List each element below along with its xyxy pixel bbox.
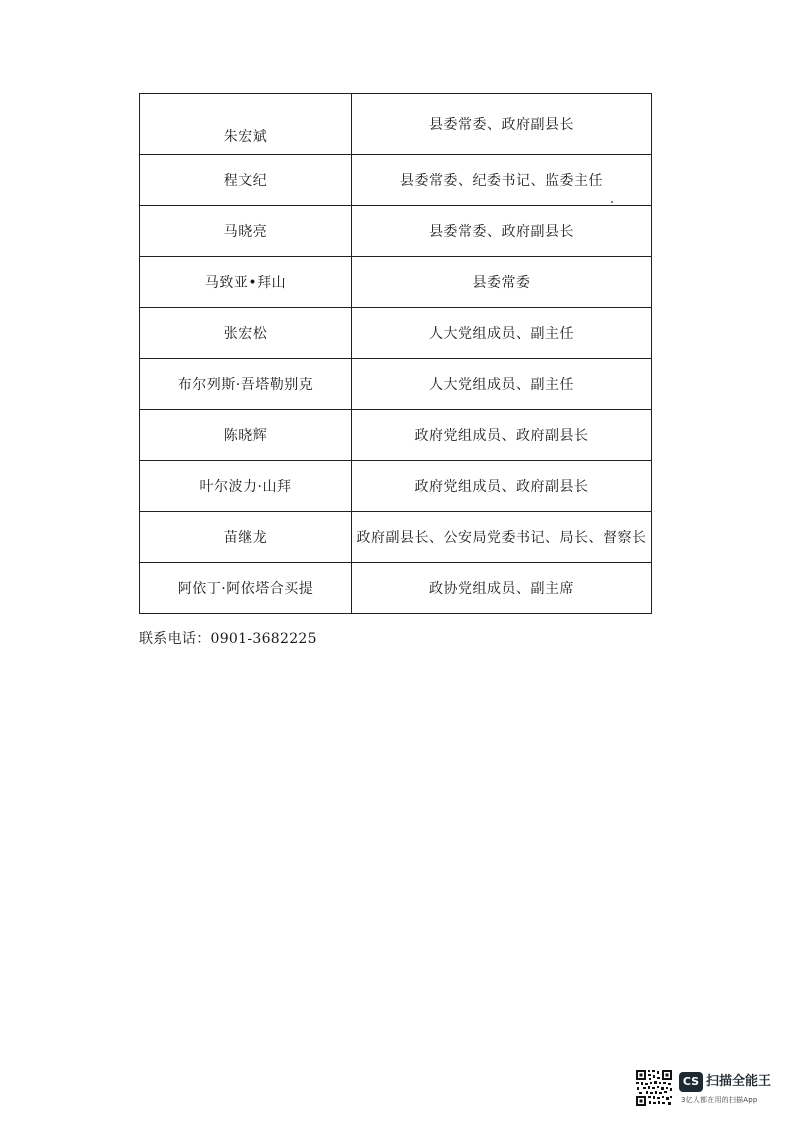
leadership-table xyxy=(139,93,652,614)
table-row xyxy=(140,563,652,614)
watermark-subtitle: 3亿人都在用的扫描App xyxy=(681,1096,758,1104)
name-cell: 马晓亮 xyxy=(140,206,352,257)
name-cell: 陈晓辉 xyxy=(140,410,352,461)
post-cell: 人大党组成员、副主任 xyxy=(352,359,652,410)
table-row xyxy=(140,410,652,461)
post-cell: 政府副县长、公安局党委书记、局长、督察长 xyxy=(352,512,652,563)
post-cell: 县委常委、政府副县长 xyxy=(352,94,652,155)
scan-speck xyxy=(611,201,613,203)
table-row xyxy=(140,308,652,359)
table-row xyxy=(140,359,652,410)
qr-code-icon xyxy=(635,1069,673,1107)
name-cell: 布尔列斯·吾塔勒别克 xyxy=(140,359,352,410)
post-cell: 人大党组成员、副主任 xyxy=(352,308,652,359)
post-cell: 县委常委、政府副县长 xyxy=(352,206,652,257)
name-cell: 朱宏斌 xyxy=(140,94,352,155)
post-cell: 政府党组成员、政府副县长 xyxy=(352,461,652,512)
table-row xyxy=(140,155,652,206)
name-cell: 程文纪 xyxy=(140,155,352,206)
post-cell: 政府党组成员、政府副县长 xyxy=(352,410,652,461)
name-cell: 阿依丁·阿依塔合买提 xyxy=(140,563,352,614)
name-cell: 苗继龙 xyxy=(140,512,352,563)
watermark-title: 扫描全能王 xyxy=(706,1074,772,1089)
post-cell: 县委常委 xyxy=(352,257,652,308)
name-cell: 张宏松 xyxy=(140,308,352,359)
table-row xyxy=(140,461,652,512)
table-row xyxy=(140,206,652,257)
contact-phone: 联系电话：0901-3682225 xyxy=(139,631,317,647)
name-cell: 马致亚•拜山 xyxy=(140,257,352,308)
camscanner-logo-icon: CS xyxy=(679,1072,703,1092)
scanner-watermark xyxy=(635,1069,780,1109)
name-cell: 叶尔波力·山拜 xyxy=(140,461,352,512)
post-cell: 县委常委、纪委书记、监委主任 xyxy=(352,155,652,206)
table-row xyxy=(140,257,652,308)
post-cell: 政协党组成员、副主席 xyxy=(352,563,652,614)
table-row xyxy=(140,512,652,563)
table-row xyxy=(140,94,652,155)
